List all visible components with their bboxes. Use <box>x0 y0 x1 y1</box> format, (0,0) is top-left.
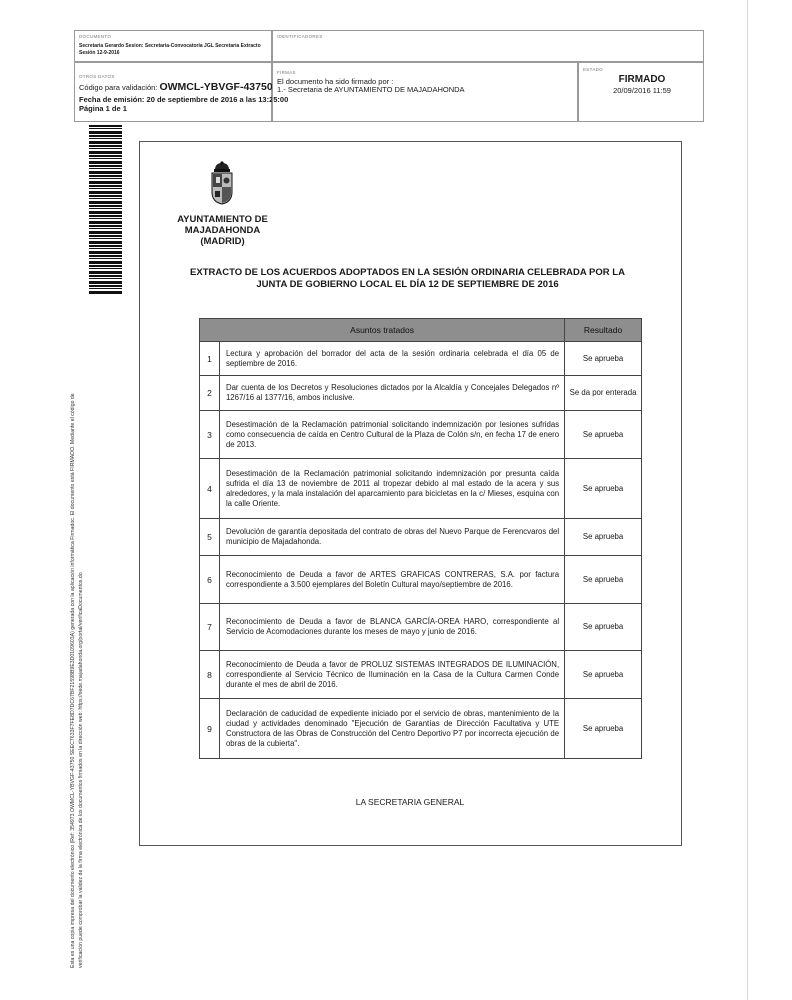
row-resultado: Se aprueba <box>565 604 642 651</box>
row-resultado: Se aprueba <box>565 556 642 604</box>
table-row <box>200 342 642 376</box>
estado-box <box>578 62 704 122</box>
row-number: 6 <box>200 556 220 604</box>
table-row <box>200 699 642 759</box>
table-row <box>200 519 642 556</box>
firmas-label: FIRMAS <box>277 70 296 75</box>
row-resultado: Se aprueba <box>565 651 642 699</box>
side-text-line1: Esta es una copia impresa del documento electrónico (Ref: 354973 OWMCL-YBVGF-43750 SEEC7633F7FE8D7DC67BF21598B9E3D0109603A) generada con la aplicación informática Firmadoc. El documento está FIRMADO. Mediante el código de <box>70 393 76 968</box>
row-asunto: Lectura y aprobación del borrador del acta de la sesión ordinaria celebrada el día 05 de septiembre de 2016. <box>219 342 564 376</box>
firma-line1: El documento ha sido firmado por : <box>277 77 394 86</box>
row-asunto: Desestimación de la Reclamación patrimonial solicitando indemnización por lesiones sufridas como consecuencia de caída en Centro Cultural de la Plaza de Colón s/n, en fecha 17 de enero de 2013. <box>219 411 564 459</box>
row-number: 4 <box>200 459 220 519</box>
municipality-name <box>170 214 275 247</box>
row-asunto: Desestimación de la Reclamación patrimonial solicitando indemnización por presunta caída sufrida el día 13 de noviembre de 2011 al tropezar debido al mal estado de la acera y sus alrededores, y la mala instalación del aparcamiento para bicicletas en la c/ Mieses, esquina con la calle Oriente. <box>219 459 564 519</box>
document-title <box>170 267 645 291</box>
row-resultado: Se aprueba <box>565 459 642 519</box>
side-verification-text <box>70 308 85 968</box>
row-asunto: Reconocimiento de Deuda a favor de PROLUZ SISTEMAS INTEGRADOS DE ILUMINACIÓN, correspondiente al Servicio Técnico de Iluminación en la Casa de la Cultura Carmen Conde durante el mes de abril de 2016. <box>219 651 564 699</box>
acuerdos-table <box>199 318 642 759</box>
scan-edge-line <box>747 0 748 1000</box>
row-resultado: Se aprueba <box>565 519 642 556</box>
fecha-emision: Fecha de emisión: 20 de septiembre de 2016 a las 13:25:00 <box>79 95 289 104</box>
row-number: 3 <box>200 411 220 459</box>
col-resultado-header: Resultado <box>565 319 642 342</box>
estado-value: FIRMADO <box>618 74 666 85</box>
estado-label: ESTADO <box>583 67 603 72</box>
row-asunto: Declaración de caducidad de expediente iniciado por el servicio de obras, mantenimiento de la ciudad y actividades denominado "Ejecución de Garantías de Dirección Facultativa y UTE Constructora de las Obras de Construcción del Centro Deportivo P7 por incorrecta ejecución de obras de la cubierta". <box>219 699 564 759</box>
municipality-line1: AYUNTAMIENTO DE <box>177 214 268 225</box>
table-row <box>200 459 642 519</box>
identificadores-box <box>272 30 704 62</box>
municipality-line3: (MADRID) <box>200 236 245 247</box>
side-text-line2: verificación puede comprobar la validez de la firma electrónica de los documentos firmados en la dirección web: https://sede.majadahonda.org/portal/verificaDocumentos.do <box>77 572 84 968</box>
row-asunto: Reconocimiento de Deuda a favor de BLANCA GARCÍA-OREA HARO, correspondiente al Servicio de Acomodaciones durante los meses de mayo y junio de 2016. <box>219 604 564 651</box>
codigo-validacion <box>79 83 273 92</box>
title-line1: EXTRACTO DE LOS ACUERDOS ADOPTADOS EN LA SESIÓN ORDINARIA CELEBRADA POR LA <box>190 267 625 278</box>
row-asunto: Reconocimiento de Deuda a favor de ARTES GRAFICAS CONTRERAS, S.A. por factura correspondiente a 3.500 ejemplares del Boletín Cultural mayo/septiembre de 2016. <box>219 556 564 604</box>
col-asuntos-header: Asuntos tratados <box>200 319 565 342</box>
row-asunto: Devolución de garantía depositada del contrato de obras del Nuevo Parque de Ferencvaros del municipio de Majadahonda. <box>219 519 564 556</box>
identificadores-label: IDENTIFICADORES <box>277 34 323 39</box>
table-row <box>200 604 642 651</box>
table-row <box>200 651 642 699</box>
row-number: 5 <box>200 519 220 556</box>
row-number: 9 <box>200 699 220 759</box>
codigo-value: OWMCL-YBVGF-43750 <box>159 81 273 93</box>
row-resultado: Se aprueba <box>565 342 642 376</box>
codigo-label: Código para validación: <box>79 83 158 92</box>
firmas-box <box>272 62 578 122</box>
table-row <box>200 556 642 604</box>
firma-line2: 1.- Secretaria de AYUNTAMIENTO DE MAJADAHONDA <box>277 85 465 94</box>
title-line2: JUNTA DE GOBIERNO LOCAL EL DÍA 12 DE SEPTIEMBRE DE 2016 <box>256 279 559 290</box>
otros-datos-label: OTROS DATOS <box>79 74 115 79</box>
municipality-line2: MAJADAHONDA <box>184 225 261 236</box>
barcode-icon <box>89 125 122 295</box>
secretaria-general: LA SECRETARIA GENERAL <box>355 797 465 807</box>
table-row <box>200 376 642 411</box>
documento-box <box>74 30 272 62</box>
row-asunto: Dar cuenta de los Decretos y Resoluciones dictados por la Alcaldía y Concejales Delegados nº 1267/16 al 1377/16, ambos inclusive. <box>219 376 564 411</box>
row-resultado: Se aprueba <box>565 411 642 459</box>
row-number: 1 <box>200 342 220 376</box>
documento-label: DOCUMENTO <box>79 34 112 39</box>
row-number: 7 <box>200 604 220 651</box>
table-row <box>200 411 642 459</box>
documento-text: Secretaria Gerardo Sesion: Secretaria-Convocatoria JGL Secretaria Extracto Sesión 12-9-2016 <box>79 43 261 56</box>
pagina-info: Página 1 de 1 <box>79 104 127 113</box>
row-number: 8 <box>200 651 220 699</box>
estado-fecha: 20/09/2016 11:59 <box>613 86 671 95</box>
municipal-coat-of-arms-icon <box>207 160 237 206</box>
row-number: 2 <box>200 376 220 411</box>
row-resultado: Se aprueba <box>565 699 642 759</box>
row-resultado: Se da por enterada <box>565 376 642 411</box>
table-header-row <box>200 319 642 342</box>
